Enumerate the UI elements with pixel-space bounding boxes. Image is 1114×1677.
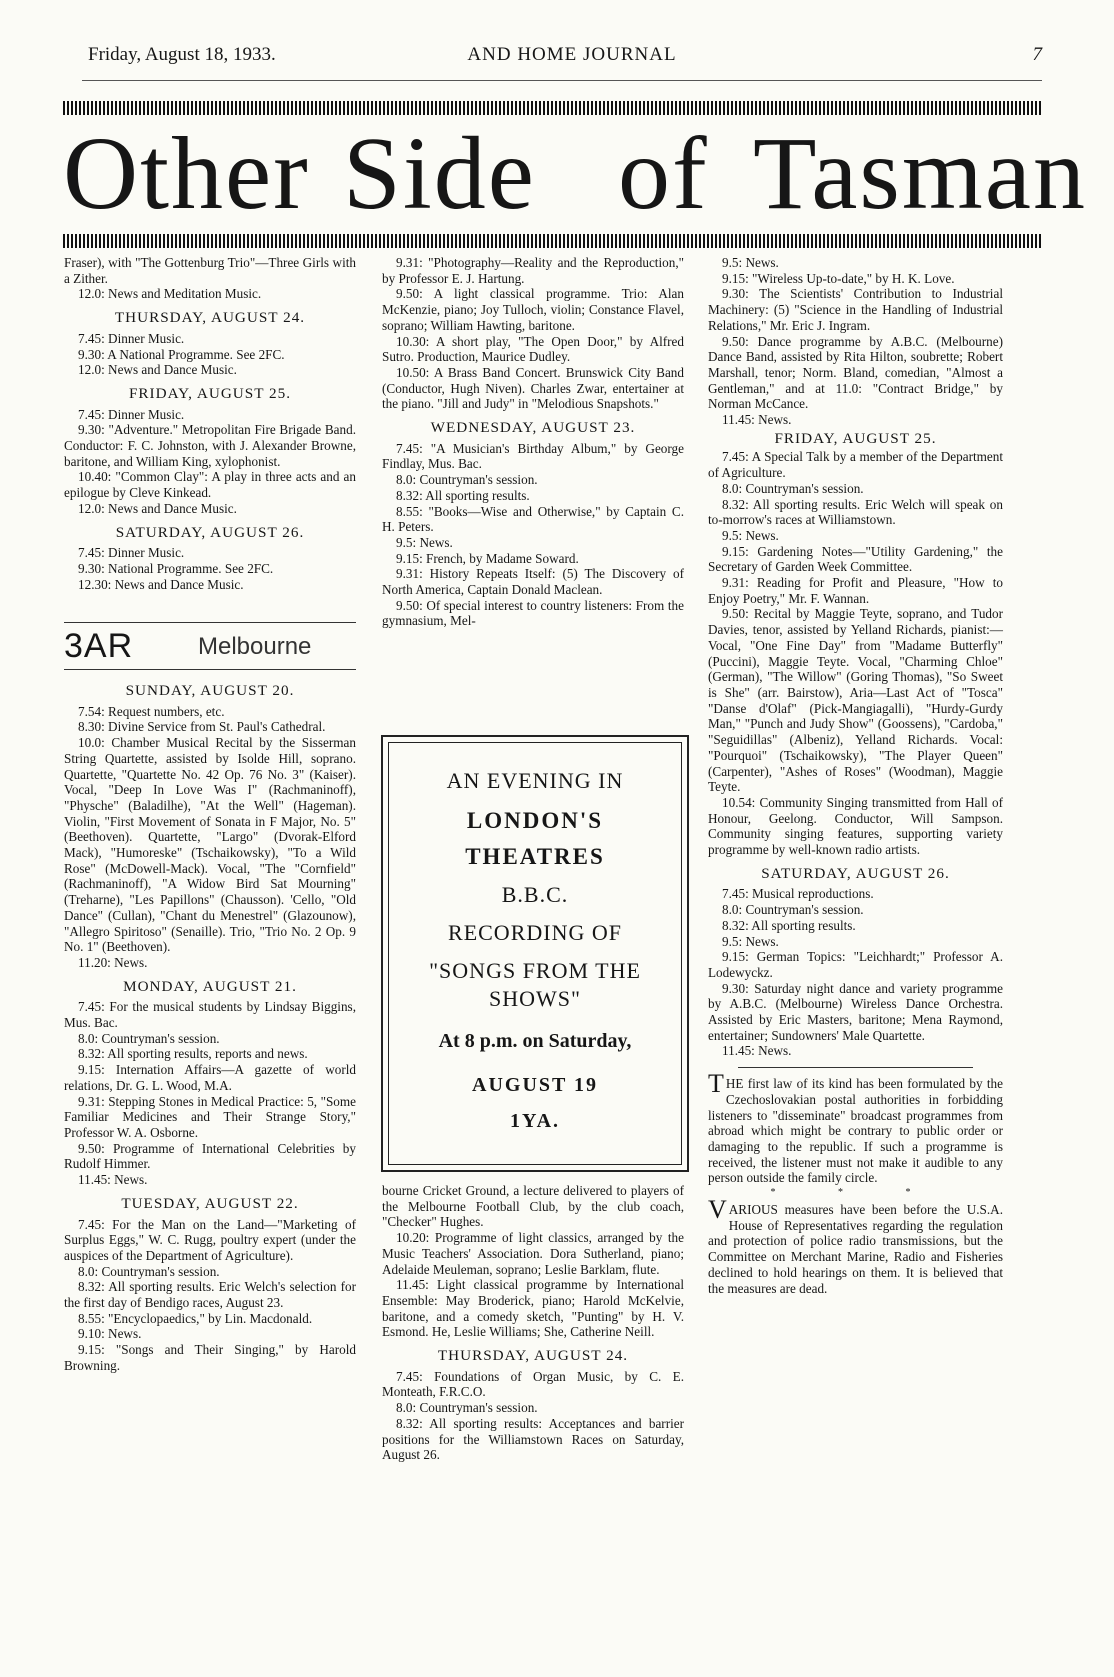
ad-line: SHOWS" (489, 986, 581, 1011)
listing-text: 11.20: News. (78, 954, 148, 970)
station-city: Melbourne (198, 633, 312, 660)
day-heading: FRIDAY, AUGUST 25. (128, 384, 292, 402)
listing-text: 9.15: "Songs and Their Singing," by Harold Browning. (64, 1342, 356, 1373)
listing-text: 8.0: Countryman's session. (78, 1030, 220, 1046)
ad-line: 1YA. (509, 1110, 561, 1132)
masthead-band-bottom (63, 234, 1043, 248)
listing-text: 11.45: News. (722, 412, 792, 428)
listing-text: 8.32: All sporting results, reports and news. (78, 1046, 308, 1062)
listing-text: 9.31: Reading for Profit and Pleasure, "How to Enjoy Poetry," Mr. F. Wannan. (708, 575, 1003, 606)
listing-text: 12.30: News and Dance Music. (78, 576, 244, 592)
column-1-bottom (64, 683, 356, 1374)
listing-text: 9.5: News. (396, 534, 453, 550)
news-note-czech (708, 1069, 1003, 1186)
ad-line: AN EVENING IN (446, 768, 624, 793)
drop-cap: T (708, 1069, 724, 1099)
column-1-top (64, 255, 356, 592)
listing-text: 7.45: A Special Talk by a member of the Department of Agriculture. (708, 449, 1003, 481)
column-3 (708, 255, 1003, 1296)
listing-text: Fraser), with "The Gottenburg Trio"—Three Girls with a Zither. (64, 255, 356, 286)
listing-text: 9.5: News. (722, 255, 779, 270)
listing-text: 7.45: For the musical students by Lindsay Biggins, Mus. Bac. (64, 999, 356, 1031)
ad-line: B.B.C. (501, 882, 569, 907)
listing-text: 8.32: All sporting results. Eric Welch's selection for the first day of Bendigo races, August 23. (64, 1279, 356, 1311)
listing-text: 11.45: News. (722, 1043, 792, 1059)
masthead-title (63, 116, 1087, 231)
listing-text: 10.30: A short play, "The Open Door," by Alfred Sutro. Production, Maurice Dudley. (382, 333, 684, 365)
ad-line: AUGUST 19 (472, 1074, 598, 1096)
listing-text: 7.54: Request numbers, etc. (78, 703, 225, 719)
listing-text: 8.0: Countryman's session. (722, 902, 864, 918)
listing-text: 8.32: All sporting results. (396, 487, 530, 503)
news-note-text: HE first law of its kind has been formulated by the Czechoslovakian postal authorities in forbidding listeners to "disseminate" broadcast programmes from abroad which might be contrary to public order or damaging to the republic. If such a programme is received, the listener must not make it audible to any person outside the family circle. (708, 1076, 1003, 1186)
issue-date: Friday, August 18, 1933. (88, 44, 276, 65)
listing-text: 8.0: Countryman's session. (78, 1263, 220, 1279)
listing-text: 9.15: French, by Madame Soward. (396, 550, 579, 566)
listing-text: 10.54: Community Singing transmitted from Hall of Honour, Geelong. Conductor, Will Sampson. Community singing features, supporting variety programme by well-known radio artists. (708, 794, 1003, 858)
listing-text: 9.30: The Scientists' Contribution to Industrial Machinery: (5) "Science in the Handling of Industrial Relations," Mr. Eric J. Ingram. (708, 286, 1003, 333)
listing-text: 8.0: Countryman's session. (722, 480, 864, 496)
listing-text: 9.31: History Repeats Itself: (5) The Discovery of North America, Captain Donald Maclean. (382, 566, 684, 598)
masthead-word-3: of (618, 116, 709, 231)
listing-text: 9.50: Programme of International Celebrities by Rudolf Himmer. (64, 1140, 356, 1172)
listing-text: 10.0: Chamber Musical Recital by the Sisserman String Quartette, assisted by Isolde Hill, soprano. Quartette, "Quartette No. 42 Op. 76 No. 3" (Kaiser). Vocal, "Deep In Love Was I" (Rachmaninoff), "Physche" (Baladilhe), "At the Well" (Hageman). Violin, "First Movement of Sonata in F Major, No. 5" (Beethoven). Quartette, "Largo" (Dvorak-Elford Mack), "Humoreske" (Tschaikowsky), "To a Wild Rose" (McDowell-Mack). Vocal, "The "Cornfield" (Rachmaninoff), "A Widow Bird Sat Mourning" (Treharne), "Les Papillons" (Chausson). 'Cello, "Old Dance" (Cullan), "Chant du Menestrel" (Glazounow), "Allegro Spiritoso" (Senaille). Trio, "Trio No. 2 Op. 9 No. 1" (Beethoven). (64, 735, 356, 955)
day-heading: SATURDAY, AUGUST 26. (115, 523, 305, 541)
listing-text: 9.30: National Programme. See 2FC. (78, 560, 274, 576)
listing-text: 8.32: All sporting results. (722, 917, 856, 933)
page-number: 7 (1032, 44, 1042, 65)
station-call-sign: 3AR (64, 627, 134, 665)
header-rule (82, 80, 1042, 81)
listing-text: 9.50: Recital by Maggie Teyte, soprano, and Tudor Davies, tenor, assisted by Yelland Richards, pianist:—Vocal, "One Fine Day" from "Madame Butterfly" (Puccini), Maggie Teyte. Vocal, "Charming Chloe" (German), "The Willow" (Goring Thomas), "So Sweet is She" (arr. Bairstow), Aria—Last Act of "Tosca" "Danse d'Olaf" (Pick-Mangiagalli), "Hurdy-Gurdy Man," "Punch and Judy Show" (Goossens), "Cardoba," "Seguidillas" (Albeniz), Yelland Richards. Vocal: "Pourquoi" (Tschaikowsky), "The Player Queen" (Carpenter), "Ashes of Roses" (Woodman), Maggie Teyte. (708, 606, 1003, 795)
listing-text: 9.5: News. (722, 933, 779, 949)
asterisk-divider: * * * (770, 1187, 941, 1199)
listing-text: 9.15: Internation Affairs—A gazette of world relations, Dr. G. L. Wood, M.A. (64, 1062, 356, 1093)
listing-text: 7.45: For the Man on the Land—"Marketing of Surplus Eggs," W. C. Rugg, poultry expert (under the auspices of the Department of Agriculture). (64, 1216, 356, 1263)
listing-text: 9.50: Of special interest to country listeners: From the gymnasium, Mel- (382, 597, 684, 629)
drop-cap: V (708, 1195, 727, 1225)
listing-text: 8.0: Countryman's session. (396, 472, 538, 488)
listing-text: 9.15: German Topics: "Leichhardt;" Professor A. Lodewyckz. (708, 949, 1003, 980)
ad-line: "SONGS FROM THE (429, 958, 641, 983)
newspaper-name: AND HOME JOURNAL (467, 44, 677, 65)
masthead-word-2: Side (343, 116, 536, 231)
listing-text: 12.0: News and Meditation Music. (78, 286, 262, 302)
listing-text: 12.0: News and Dance Music. (78, 500, 237, 516)
masthead-band-top (63, 101, 1043, 115)
listing-text: 8.32: All sporting results: Acceptances and barrier positions for the Williamstown Races on Saturday, August 26. (382, 1415, 684, 1463)
masthead-word-1: Other (63, 116, 310, 231)
listing-text: 12.0: News and Dance Music. (78, 362, 237, 378)
column-2-top (382, 255, 684, 629)
station-heading (64, 622, 356, 670)
listing-text: 7.45: Foundations of Organ Music, by C. E. Monteath, F.R.C.O. (382, 1368, 684, 1400)
ad-line: RECORDING OF (448, 920, 622, 945)
listing-text: 10.50: A Brass Band Concert. Brunswick City Band (Conductor, Hugh Niven). Charles Zwar, entertainer at the piano. "Jill and Judy" in "Melodious Snapshots." (382, 364, 684, 412)
listing-text: 10.20: Programme of light classics, arranged by the Music Teachers' Association. Dora Sutherland, piano; Adelaide Meuleman, soprano; Leslie Barklam, flute. (382, 1230, 684, 1277)
listing-text: 8.32: All sporting results. Eric Welch will speak on to-morrow's races at Williamstown. (708, 496, 1003, 528)
day-heading: WEDNESDAY, AUGUST 23. (430, 419, 636, 437)
news-note-text: ARIOUS measures have been before the U.S.A. House of Representatives regarding the regulation and protection of police radio transmissions, but the Committee on Merchant Marine, Radio and Fisheries declined to hold hearings on them. It is believed that the measures are dead. (708, 1202, 1003, 1296)
listing-text: 9.31: Stepping Stones in Medical Practice: 5, "Some Familiar Medicines and Their Strange Story," Professor W. A. Osborne. (64, 1093, 356, 1140)
day-heading: THURSDAY, AUGUST 24. (114, 309, 306, 327)
listing-text: 7.45: Dinner Music. (78, 545, 185, 561)
listing-text: 7.45: Musical reproductions. (722, 886, 874, 902)
page-header (82, 44, 1042, 74)
listing-text: 11.45: News. (78, 1172, 148, 1188)
day-heading: TUESDAY, AUGUST 22. (121, 1194, 299, 1212)
listing-text: 7.45: Dinner Music. (78, 406, 185, 422)
listing-text: 9.15: Gardening Notes—"Utility Gardening," the Secretary of Garden Week Committee. (708, 543, 1003, 575)
listing-text: 10.40: "Common Clay": A play in three acts and an epilogue by Cleve Kinkead. (64, 469, 356, 501)
listing-text: 8.30: Divine Service from St. Paul's Cathedral. (78, 719, 326, 735)
ad-line: LONDON'S (466, 808, 604, 833)
advertisement-box (381, 735, 689, 1172)
listing-text: bourne Cricket Ground, a lecture delivered to players of the Melbourne Football Club, by the club coach, "Checker" Hughes. (382, 1183, 684, 1230)
listing-text: 8.0: Countryman's session. (396, 1400, 538, 1416)
day-heading: SUNDAY, AUGUST 20. (125, 682, 295, 699)
listing-text: 9.50: A light classical programme. Trio: Alan McKenzie, piano; Joy Tulloch, violin; Constance Flavel, soprano; William Hawting, baritone. (382, 286, 684, 333)
advertisement-inner-frame (388, 742, 682, 1165)
ad-line: At 8 p.m. on Saturday, (438, 1030, 632, 1052)
day-heading: THURSDAY, AUGUST 24. (437, 1347, 629, 1365)
ad-line: THEATRES (465, 844, 605, 869)
listing-text: 9.50: Dance programme by A.B.C. (Melbourne) Dance Band, assisted by Rita Hilton, soubrette; Robert Marshall, tenor; Norm. Bland, comedian, "Almost a Gentleman," and at 11.0: "Contract Bridge," by Norman McCance. (708, 333, 1003, 412)
listing-text: 9.31: "Photography—Reality and the Reproduction," by Professor E. J. Hartung. (382, 255, 684, 286)
listing-text: 11.45: Light classical programme by International Ensemble: May Broderick, piano; Harold McKelvie, baritone, and a comedy sketch, "Punting" by H. V. Esmond. He, Leslie Williams; She, Catherine Neill. (382, 1277, 684, 1340)
listing-text: 8.55: "Encyclopaedics," by Lin. Macdonald. (78, 1310, 313, 1326)
news-note-usa (708, 1195, 1003, 1296)
listing-text: 9.10: News. (78, 1326, 142, 1342)
listing-text: 7.45: Dinner Music. (78, 330, 185, 346)
listing-text: 8.55: "Books—Wise and Otherwise," by Captain C. H. Peters. (382, 503, 684, 535)
listing-text: 9.30: "Adventure." Metropolitan Fire Brigade Band. Conductor: F. C. Johnston, with J. Alexander Browne, baritone, and William King, xylophonist. (64, 422, 356, 469)
section-rule (738, 1067, 973, 1068)
listing-text: 9.30: Saturday night dance and variety programme by A.B.C. (Melbourne) Wireless Dance Orchestra. Assisted by Eric Masters, baritone; Mena Raymond, entertainer; Sundowners' Male Quartette. (708, 980, 1003, 1043)
listing-text: 9.15: "Wireless Up-to-date," by H. K. Love. (722, 270, 955, 286)
masthead-word-4: Tasman (753, 116, 1087, 231)
listing-text: 7.45: "A Musician's Birthday Album," by George Findlay, Mus. Bac. (382, 440, 684, 472)
day-heading: FRIDAY, AUGUST 25. (774, 429, 937, 447)
column-2-bottom (382, 1183, 684, 1463)
listing-text: 9.5: News. (722, 527, 779, 543)
day-heading: MONDAY, AUGUST 21. (123, 977, 297, 995)
listing-text: 9.30: A National Programme. See 2FC. (78, 346, 285, 362)
day-heading: SATURDAY, AUGUST 26. (761, 864, 950, 882)
